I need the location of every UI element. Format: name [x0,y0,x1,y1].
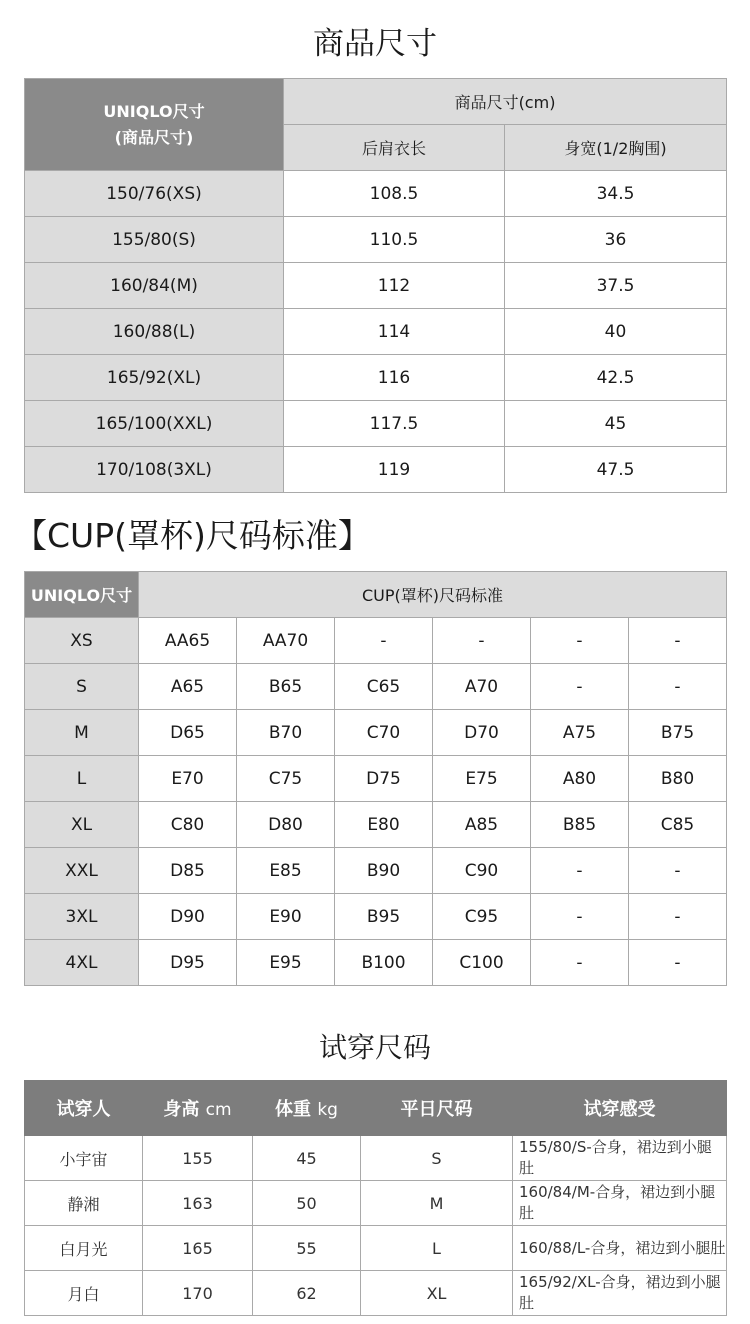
size-cell: 4XL [25,940,139,986]
size-cell: S [25,664,139,710]
weight-cell: 50 [253,1181,361,1226]
cup-cell: E95 [237,940,335,986]
table-row [25,1181,727,1226]
measurement-group-header: 商品尺寸(cm) [284,79,727,125]
cup-size-header: UNIQLO尺寸 [25,572,139,618]
cup-cell: - [531,618,629,664]
size-cell: 3XL [25,894,139,940]
table-row [25,802,727,848]
cup-cell: E70 [139,756,237,802]
table-row [25,263,727,309]
usual-size-cell: L [361,1226,513,1271]
feedback-header: 试穿感受 [513,1081,727,1136]
cup-cell: B95 [335,894,433,940]
height-cell: 165 [143,1226,253,1271]
person-cell: 静湘 [25,1181,143,1226]
table-row [25,217,727,263]
feedback-cell: 165/92/XL-合身，裙边到小腿肚 [513,1271,727,1316]
cup-cell: - [531,664,629,710]
cup-cell: A65 [139,664,237,710]
feedback-cell: 160/84/M-合身，裙边到小腿肚 [513,1181,727,1226]
person-cell: 月白 [25,1271,143,1316]
cup-cell: A70 [433,664,531,710]
size-cell: 155/80(S) [25,217,284,263]
weight-cell: 55 [253,1226,361,1271]
cup-cell: AA70 [237,618,335,664]
size-cell: XS [25,618,139,664]
size-cell: XL [25,802,139,848]
width-cell: 45 [505,401,727,447]
feedback-cell: 160/88/L-合身，裙边到小腿肚 [513,1226,727,1271]
length-cell: 108.5 [284,171,505,217]
size-cell: 160/88(L) [25,309,284,355]
cup-standard-header: CUP(罩杯)尺码标准 [139,572,727,618]
usual-size-cell: S [361,1136,513,1181]
length-cell: 119 [284,447,505,493]
height-cell: 155 [143,1136,253,1181]
height-cell: 163 [143,1181,253,1226]
length-cell: 117.5 [284,401,505,447]
weight-unit: kg [317,1100,338,1120]
table-row [25,355,727,401]
table-row [25,848,727,894]
table-row [25,171,727,217]
table-row [25,1136,727,1181]
cup-cell: B75 [629,710,727,756]
size-header-label: UNIQLO尺寸 [103,101,205,121]
cup-cell: A75 [531,710,629,756]
width-cell: 42.5 [505,355,727,401]
cup-cell: D65 [139,710,237,756]
table-row [25,309,727,355]
width-cell: 34.5 [505,171,727,217]
cup-cell: D75 [335,756,433,802]
cup-cell: C80 [139,802,237,848]
size-header-cell [25,79,284,171]
cup-cell: - [629,618,727,664]
cup-cell: C65 [335,664,433,710]
width-cell: 47.5 [505,447,727,493]
cup-cell: B85 [531,802,629,848]
size-cell: M [25,710,139,756]
width-column-header: 身宽(1/2胸围) [505,125,727,171]
weight-cell: 45 [253,1136,361,1181]
length-column-header: 后肩衣长 [284,125,505,171]
table-row [25,401,727,447]
cup-cell: A85 [433,802,531,848]
height-cell: 170 [143,1271,253,1316]
table-row [25,664,727,710]
height-header: 身高 cm [143,1081,253,1136]
size-header-sublabel: (商品尺寸) [114,127,194,147]
cup-cell: C95 [433,894,531,940]
size-cell: 150/76(XS) [25,171,284,217]
height-unit: cm [205,1100,232,1120]
cup-cell: - [531,940,629,986]
size-cell: 160/84(M) [25,263,284,309]
size-cell: 170/108(3XL) [25,447,284,493]
table-row [25,618,727,664]
cup-size-table [24,571,727,986]
size-cell: 165/92(XL) [25,355,284,401]
cup-cell: B65 [237,664,335,710]
cup-cell: B90 [335,848,433,894]
cup-cell: C75 [237,756,335,802]
width-cell: 37.5 [505,263,727,309]
product-size-table [24,78,727,493]
cup-cell: - [433,618,531,664]
cup-cell: E85 [237,848,335,894]
usual-size-cell: XL [361,1271,513,1316]
usual-size-cell: M [361,1181,513,1226]
table-row [25,894,727,940]
cup-cell: - [531,894,629,940]
person-cell: 小宇宙 [25,1136,143,1181]
size-cell: XXL [25,848,139,894]
table-row [25,1271,727,1316]
feedback-cell: 155/80/S-合身，裙边到小腿肚 [513,1136,727,1181]
cup-cell: E80 [335,802,433,848]
table-row [25,756,727,802]
weight-cell: 62 [253,1271,361,1316]
cup-cell: C90 [433,848,531,894]
cup-cell: C100 [433,940,531,986]
cup-cell: - [629,940,727,986]
cup-cell: A80 [531,756,629,802]
cup-cell: E75 [433,756,531,802]
cup-cell: - [629,664,727,710]
width-cell: 40 [505,309,727,355]
person-cell: 白月光 [25,1226,143,1271]
cup-cell: - [531,848,629,894]
weight-header: 体重 kg [253,1081,361,1136]
size-cell: L [25,756,139,802]
usual-size-header: 平日尺码 [361,1081,513,1136]
length-cell: 114 [284,309,505,355]
cup-cell: - [629,848,727,894]
cup-cell: AA65 [139,618,237,664]
cup-cell: D90 [139,894,237,940]
cup-cell: B80 [629,756,727,802]
cup-cell: B100 [335,940,433,986]
table-row [25,940,727,986]
length-cell: 110.5 [284,217,505,263]
product-size-title: 商品尺寸 [313,26,437,62]
cup-cell: C70 [335,710,433,756]
cup-cell: E90 [237,894,335,940]
cup-cell: D80 [237,802,335,848]
table-row [25,447,727,493]
table-row [25,1226,727,1271]
table-row [25,710,727,756]
size-cell: 165/100(XXL) [25,401,284,447]
length-cell: 116 [284,355,505,401]
length-cell: 112 [284,263,505,309]
cup-cell: D70 [433,710,531,756]
cup-cell: B70 [237,710,335,756]
width-cell: 36 [505,217,727,263]
cup-standard-title: 【CUP(罩杯)尺码标准】 [14,516,371,555]
cup-cell: - [629,894,727,940]
cup-cell: D95 [139,940,237,986]
person-header: 试穿人 [25,1081,143,1136]
cup-cell: C85 [629,802,727,848]
fit-test-title: 试穿尺码 [318,1031,431,1064]
cup-cell: D85 [139,848,237,894]
cup-cell: - [335,618,433,664]
fit-test-table [24,1080,727,1316]
